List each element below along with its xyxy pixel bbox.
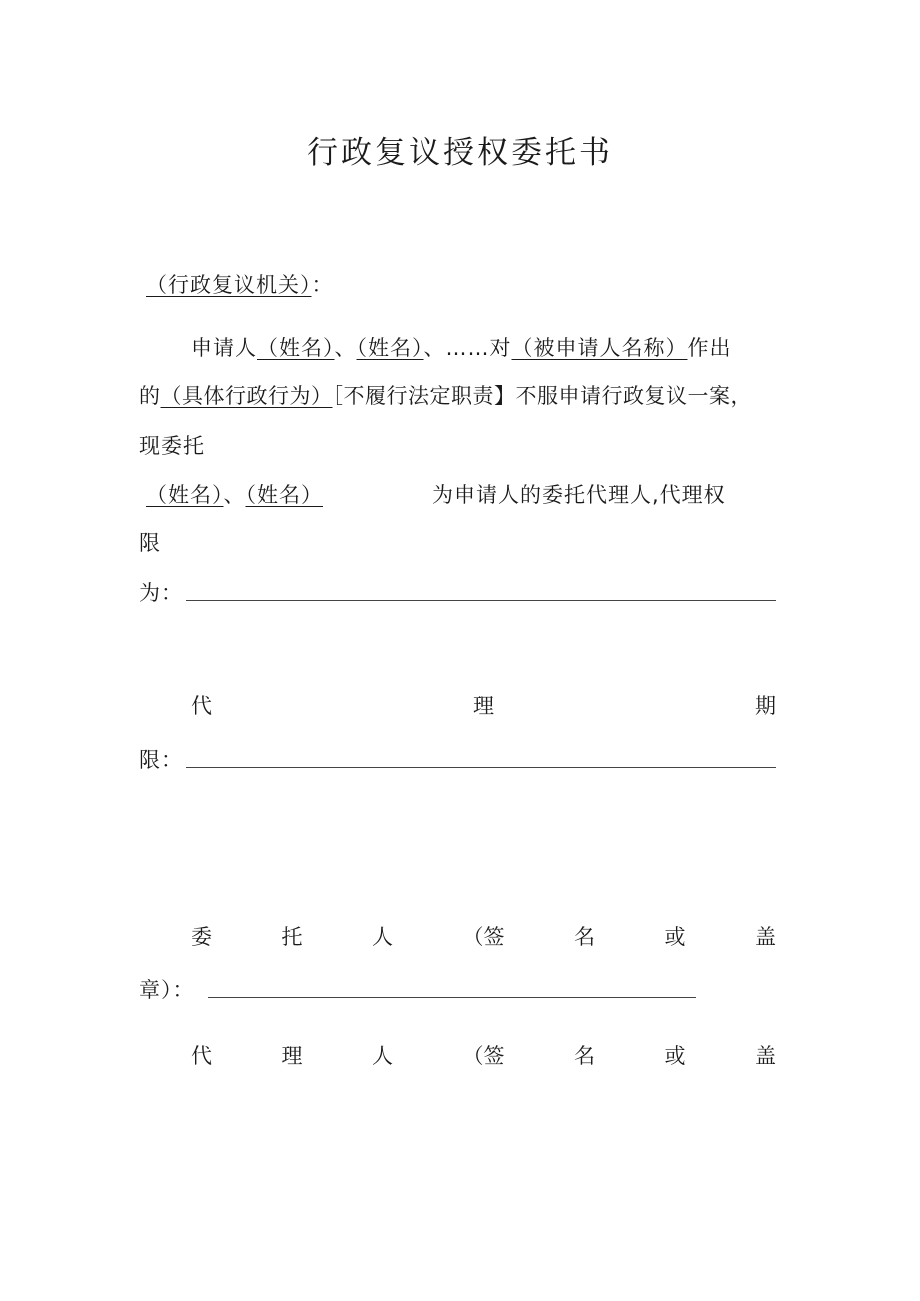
period-char-1: 代 — [191, 694, 212, 718]
agent-role-text: 为申请人的委托代理人,代理权 — [432, 483, 726, 507]
para1-sep2: 、……对 — [423, 336, 512, 360]
period-char-2: 理 — [473, 694, 494, 718]
period-fill-line — [186, 767, 776, 768]
para1-made: 作出 — [687, 336, 732, 360]
applicant-name-2: （姓名） — [356, 336, 424, 360]
agent-name-1: （姓名） — [146, 483, 224, 507]
authority-xian: 限 — [139, 531, 161, 555]
agents-line — [146, 481, 323, 509]
period-label: 限： — [139, 748, 183, 772]
agent-char-3: 人 — [372, 1044, 393, 1068]
para1-line1 — [191, 334, 732, 362]
principal-sign-label: 章）： — [139, 978, 195, 1002]
addressee-placeholder: （行政复议机关） — [146, 273, 312, 297]
agent-sign-heading — [191, 1042, 776, 1070]
para1-de: 的 — [139, 384, 161, 408]
agent-char-7: 盖 — [755, 1044, 776, 1068]
agent-char-2: 理 — [281, 1044, 303, 1068]
principal-sign-heading — [191, 923, 776, 951]
period-char-3: 期 — [755, 694, 776, 718]
principal-char-4: （签 — [462, 925, 505, 949]
para1-line3: 现委托 — [139, 434, 205, 458]
addressee-colon: ： — [311, 273, 334, 297]
authority-fill-line — [186, 600, 776, 601]
principal-char-7: 盖 — [755, 925, 776, 949]
principal-sign-line — [208, 997, 696, 998]
authority-label: 为： — [139, 581, 183, 605]
para1-prefix: 申请人 — [191, 336, 257, 360]
principal-char-6: 或 — [664, 925, 686, 949]
agent-char-5: 名 — [574, 1044, 595, 1068]
agent-char-1: 代 — [191, 1044, 212, 1068]
agents-sep: 、 — [223, 483, 246, 507]
respondent-name: （被申请人名称） — [511, 336, 688, 360]
addressee-line — [146, 271, 334, 299]
principal-char-3: 人 — [372, 925, 393, 949]
agent-name-2: （姓名） — [245, 483, 323, 507]
para1-rest: ［不履行法定职责】不服申请行政复议一案， — [332, 384, 752, 408]
document-title: 行政复议授权委托书 — [307, 135, 613, 171]
para1-line2 — [139, 382, 752, 410]
para1-sep1: 、 — [334, 336, 357, 360]
agent-char-4: （签 — [462, 1044, 505, 1068]
principal-char-5: 名 — [574, 925, 595, 949]
administrative-act: （具体行政行为） — [160, 384, 333, 408]
principal-char-2: 托 — [281, 925, 303, 949]
period-heading — [191, 692, 776, 720]
agent-char-6: 或 — [664, 1044, 686, 1068]
principal-char-1: 委 — [191, 925, 212, 949]
applicant-name-1: （姓名） — [257, 336, 335, 360]
